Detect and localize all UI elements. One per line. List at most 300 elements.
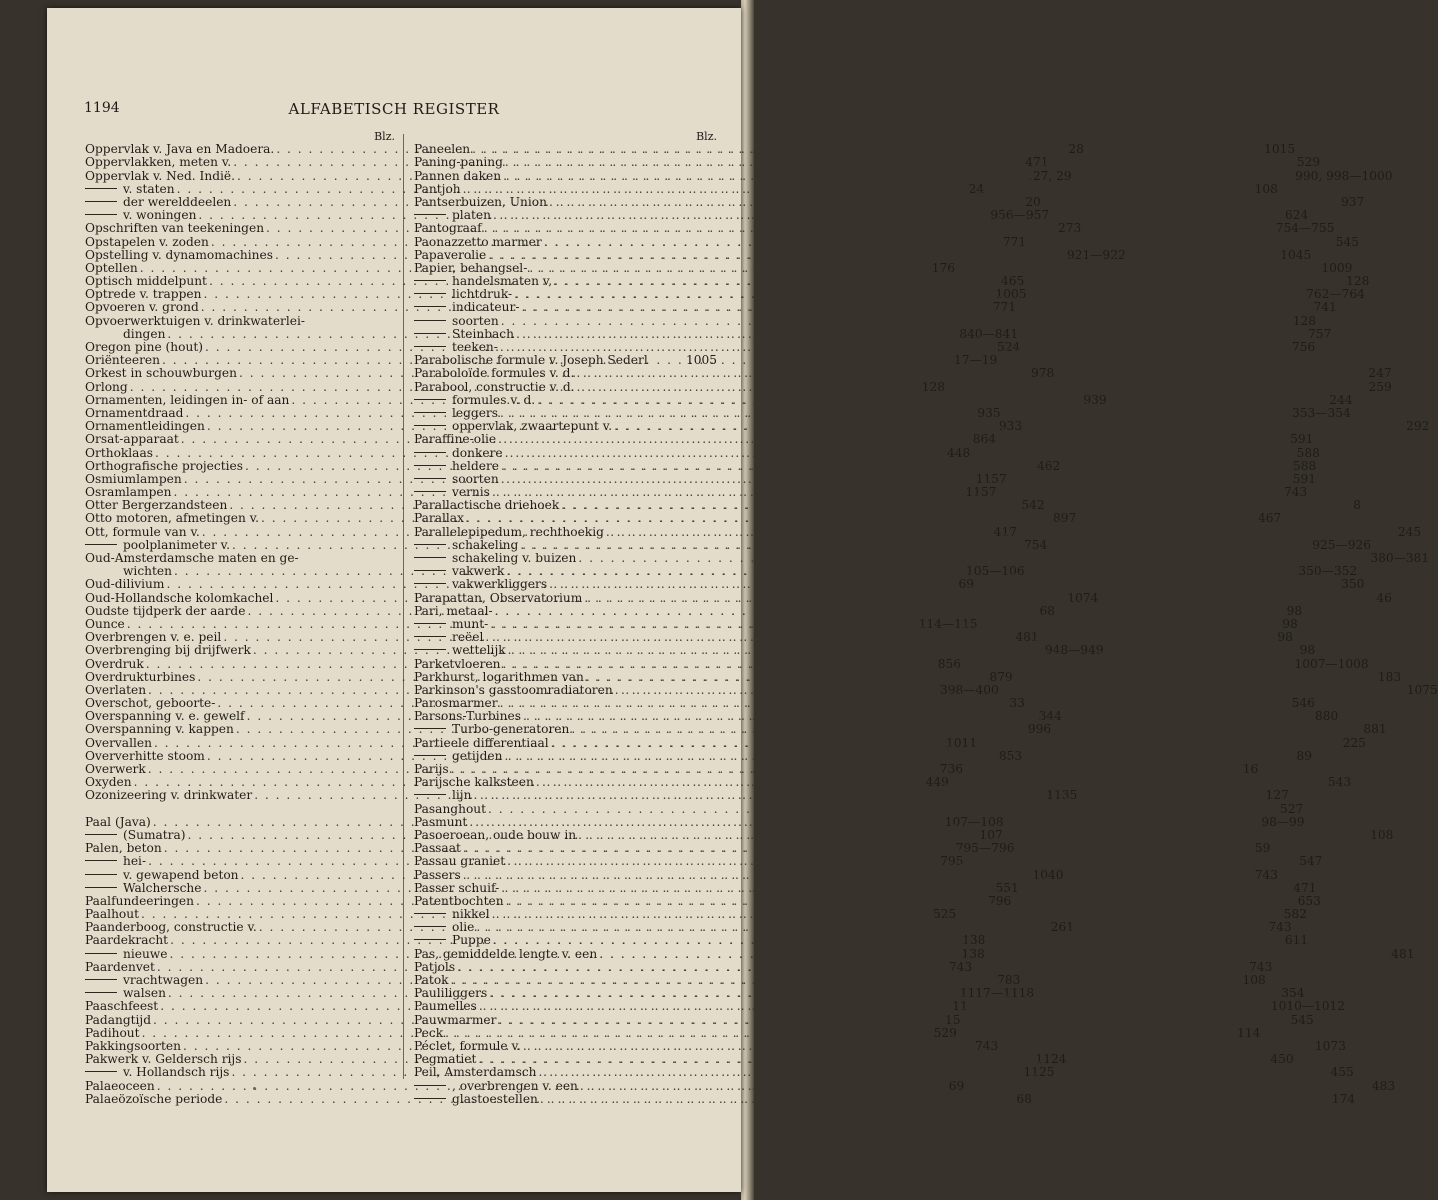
entry-page-ref: 990, 998—1000 [1295,168,1393,183]
entry-term: Pantograaf [414,221,482,236]
entry-term: Pantjoh [414,181,461,196]
entry-page-ref: 481 [1391,946,1415,961]
entry-term: soorten [452,471,499,486]
entry-term: v. gewapend beton [123,867,239,882]
entry-page-ref: 948—949 [1044,643,1104,658]
index-entry [414,313,1316,328]
entry-term: schakeling [452,537,519,552]
entry-term: Optellen [85,260,138,275]
entry-page-ref: 350 [1341,577,1365,592]
entry-page-ref: 481 [1015,630,1039,645]
entry-term: Orthoklaas [85,445,153,460]
entry-page-ref: 880 [1314,709,1339,724]
entry-term: (Sumatra) [123,827,186,842]
entry-page-ref: 754—755 [1275,221,1335,236]
entry-term: Passaat [414,841,461,856]
repeat-dash [85,544,117,545]
entry-page-ref: 244 [1329,392,1353,407]
dot-leader [537,394,1327,407]
entry-page-ref: 1125 [1023,1065,1055,1080]
repeat-dash [414,465,446,466]
entry-term: lijn [452,788,472,803]
entry-page-ref: 108 [1254,181,1278,196]
entry-page-ref: 247 [1368,366,1392,381]
entry-page-ref: 98 [1277,630,1293,645]
repeat-dash [414,583,446,584]
entry-term: poolplanimeter v. [123,537,230,552]
dot-leader [521,301,1311,314]
dot-leader [507,855,1297,868]
entry-page-ref: 1157 [975,471,1007,486]
entry-page-ref: 856 [937,656,962,671]
entry-page-ref: 448 [946,445,971,460]
entry-term: v. Hollandsch rijs [123,1065,230,1080]
entry-term: Parabool, constructie v. d. [414,379,575,394]
entry-page-ref: 20 [1025,194,1041,209]
entry-page-ref: 864 [972,432,997,447]
repeat-dash [414,1085,446,1086]
entry-page-ref: 483 [1371,1078,1396,1093]
repeat-dash [414,544,446,545]
entry-page-ref: 353—354 [1292,405,1351,420]
entry-term: Oxyden [85,775,132,790]
dot-leader [540,1093,1330,1106]
entry-page-ref: 1117—1118 [959,986,1035,1001]
dot-leader [502,658,1292,671]
entry-term: Opstelling v. dynamomachines [85,247,273,262]
repeat-dash [414,333,446,334]
entry-page-ref: 591 [1292,471,1316,486]
entry-term: handelsmaten v, [452,274,553,289]
entry-page-ref: 1157 [965,485,997,500]
entry-page-ref: 174 [1331,1091,1356,1106]
repeat-dash [414,649,446,650]
entry-term: getijden [452,748,503,763]
entry-page-ref: 1040 [1032,867,1064,882]
entry-term: Osramlampen [85,485,172,500]
dot-leader [505,447,1295,460]
dot-leader [484,222,1274,235]
entry-page-ref: 853 [998,748,1023,763]
entry-term: vernis [452,485,490,500]
entry-term: Oud-dilivium [85,577,165,592]
entry-term: Optisch middelpunt [85,274,207,289]
entry-page-ref: 743 [1283,485,1308,500]
entry-page-ref: 292 [1406,419,1430,434]
entry-page-ref: 245 [1397,524,1422,539]
repeat-dash [414,478,446,479]
entry-term: wichten [123,564,172,579]
entry-term: Peck [414,1025,444,1040]
entry-page-ref: 465 [1000,274,1025,289]
entry-term: Partieele differentiaal [414,735,549,750]
entry-page-ref: 138 [962,933,986,948]
entry-page-ref: 98 [1299,643,1316,658]
entry-term: Pauliliggers [414,986,488,1001]
entry-term: Padangtijd [85,1012,152,1027]
repeat-dash [414,412,446,413]
entry-page-ref: 582 [1283,907,1307,922]
page-title: ALFABETISCH REGISTER [288,100,500,118]
entry-term: Parallelepipedum, rechthoekig [414,524,604,539]
repeat-dash [85,214,117,215]
entry-page-ref: 881 [1363,722,1387,737]
repeat-dash [85,979,117,980]
entry-term: Pasoeroean, oude bouw in [414,827,577,842]
dot-leader [463,183,1253,196]
entry-page-ref: 17—19 [954,353,998,368]
repeat-dash [414,452,446,453]
entry-term: Palaeoceen [85,1078,155,1093]
entry-term: Ounce [85,616,125,631]
entry-term: Paardenvet [85,959,155,974]
entry-page-ref: 59 [1254,841,1271,856]
entry-term: Passers [414,867,461,882]
entry-term: Orsat-apparaat [85,432,179,447]
entry-page-ref: 114 [1237,1025,1261,1040]
entry-term: Oudste tijdperk der aarde [85,603,246,618]
repeat-dash [414,570,446,571]
entry-term: Paardekracht [85,933,169,948]
repeat-dash [414,306,446,307]
entry-page-ref: 925—926 [1312,537,1371,552]
entry-page-ref: 98 [1282,616,1298,631]
entry-page-ref: 380—381 [1370,551,1430,565]
entry-term: Overspanning v. e. gewelf [85,709,245,724]
entry-term: teeken- [452,340,498,354]
entry-page-ref: 529 [933,1025,957,1040]
entry-term: Pakwerk v. Geldersch rijs [85,1052,242,1067]
dot-leader [580,1080,1370,1093]
page-number: 1194 [84,100,120,116]
entry-page-ref: 1010—1012 [1270,999,1346,1014]
entry-page-ref: 743 [974,1038,999,1053]
repeat-dash [414,491,446,492]
dot-leader [493,934,1283,947]
dot-leader [479,1000,1269,1013]
repeat-dash [85,953,117,954]
entry-term: Pegmatiet [414,1052,477,1067]
entry-term: Pasmunt [414,814,468,829]
entry-term: Overwerk [85,762,146,776]
entry-page-ref: 771 [992,300,1017,315]
entry-page-ref: 525 [933,907,957,922]
entry-page-ref: .27, 29 [1029,168,1072,183]
entry-term: Optrede v. trappen [85,287,202,302]
entry-term: Oud-Hollandsche kolomkachel [85,590,274,605]
entry-page-ref: 105—106 [965,564,1025,579]
entry-term: indicateur- [452,300,520,315]
entry-term: donkere [452,445,503,460]
entry-page-ref: 956—957 [990,208,1050,223]
entry-term: olie [452,920,475,935]
entry-term: Passer schuif- [414,880,500,895]
entry-term: Oppervlak v. Ned. Indië. [85,168,236,183]
entry-term: walsen [123,986,166,1001]
entry-term: Pauwmarmer [414,1012,497,1027]
entry-page-ref: 450 [1270,1052,1294,1067]
entry-term: Overschot, geboorte- [85,696,216,711]
dot-leader [466,512,1256,525]
entry-page-ref: 937 [1340,194,1365,209]
entry-page-ref: 69 [948,1078,965,1093]
entry-term: Paal (Java) [85,814,151,829]
entry-term: Paraboloïde formules v. d. [414,366,575,381]
dot-leader [503,170,1293,183]
dot-leader [599,948,1389,961]
entry-term: Ornamenten, leidingen in- of aan [85,392,290,407]
entry-term: dingen [123,326,166,341]
repeat-dash [414,557,446,558]
entry-page-ref: 741 [1313,300,1337,315]
repeat-dash [414,926,446,927]
entry-page-ref: 107—108 [944,814,1004,829]
entry-term: Ozonizeering v. drinkwater [85,788,253,803]
repeat-dash [414,280,446,281]
entry-term: vrachtwagen [123,973,204,987]
dot-leader [584,592,1374,605]
entry-term: Steinbach [452,326,514,341]
entry-page-ref: 128 [1292,313,1316,328]
entry-page-ref: 840—841 [959,326,1019,341]
entry-page-ref: 611 [1284,933,1309,948]
entry-term: Oud-Amsterdamsche maten en ge- [85,551,299,565]
page-header [47,100,741,118]
entry-page-ref: 933 [998,419,1023,434]
entry-term: Parkinson's gasstoomradiatoren [414,682,613,697]
entry-page-ref: 588 [1296,445,1320,460]
entry-term: Pas, gemiddelde lengte v. een [414,946,598,961]
entry-page-ref: 259 [1368,379,1392,394]
entry-term: Otter Bergerzandsteen [85,498,228,513]
entry-term: Parijsche kalksteen [414,775,534,790]
entry-page-ref: 754 [1023,537,1048,552]
entry-page-ref: 183 [1377,669,1402,684]
entry-page-ref: 757 [1307,326,1332,341]
dot-leader [501,460,1291,473]
dot-leader [571,723,1361,736]
entry-term: platen [452,208,491,223]
entry-page-ref: 879 [989,669,1013,684]
entry-page-ref: 128 [1346,274,1370,289]
entry-term: Overvallen [85,735,152,750]
entry-term: Oververhitte stoom [85,748,205,763]
entry-term: Pannen daken [414,168,502,183]
dot-leader [473,789,1263,802]
repeat-dash [414,293,446,294]
entry-term: Overbrengen v. e. peil [85,630,222,645]
entry-term: v. staten [123,181,175,196]
entry-term: Overdruk [85,656,144,671]
entry-page-ref: 344 [1038,709,1062,724]
repeat-dash [414,320,446,321]
index-entry [414,801,1304,816]
repeat-dash [85,834,117,835]
entry-page-ref: 796 [987,893,1012,908]
entry-page-ref: 107 [979,827,1003,842]
entry-page-ref: 398—400 [940,682,999,697]
entry-page-ref: 771 [1002,234,1027,249]
entry-page-ref: 108 [1242,973,1266,987]
entry-term: Ornamentdraad [85,405,184,420]
entry-term: leggers [452,405,499,420]
entry-term: Palen, beton [85,841,162,856]
repeat-dash [414,939,446,940]
entry-term: heldere [452,458,500,473]
entry-term: Padihout [85,1025,140,1040]
entry-term: Patok [414,973,449,987]
entry-page-ref: 1005 [995,287,1027,302]
entry-page-ref: 24 [968,181,985,196]
entry-term: Otto motoren, afmetingen v. [85,511,260,526]
entry-term: Parsons-Turbines [414,709,521,724]
entry-page-ref: 897 [1053,511,1077,526]
entry-page-ref: 743 [948,959,973,974]
entry-term: Patentbochten [414,893,504,908]
entry-term: Overspanning v. kappen [85,722,234,737]
repeat-dash [414,425,446,426]
entry-page-ref: 736 [939,762,964,776]
entry-term: Pari, metaal- [414,603,493,618]
entry-page-ref: 354 [1281,986,1305,1001]
dot-leader [508,644,1298,657]
entry-term: Oregon pine (hout) [85,340,203,354]
entry-page-ref: 33 [1009,696,1025,711]
dot-leader [551,737,1341,750]
entry-term: vakwerkliggers [452,577,548,592]
entry-page-ref: 1009 [1321,260,1353,275]
section-gap [85,803,395,816]
entry-term: Parijs [414,762,449,776]
entry-page-ref: 1045 [1280,247,1312,262]
entry-page-ref: 46 [1376,590,1392,605]
entry-page-ref: 921—922 [1066,247,1126,262]
entry-page-ref: 783 [997,973,1021,987]
entry-term: Paonazzetto marmer [414,234,542,249]
entry-term: Paanderboog, constructie v. [85,920,257,935]
entry-page-ref: 542 [1021,498,1045,513]
entry-page-ref: 795 [940,854,964,869]
entry-page-ref: 1073 [1314,1038,1346,1053]
entry-page-ref: 449 [925,775,949,790]
dot-leader [495,605,1285,618]
entry-term: Parabolische formule v. Joseph Sederl [414,353,648,368]
dot-leader [606,526,1396,539]
entry-term: Patjols [414,959,456,974]
entry-page-ref: 529 [1296,155,1321,170]
dot-leader [501,315,1291,328]
entry-term: Parketvloeren [414,656,501,671]
entry-term: Palaeözoïsche periode [85,1091,223,1106]
entry-term: Opschriften van teekeningen [85,221,265,236]
entry-page-ref: 996 [1027,722,1052,737]
entry-page-ref: 28 [1068,142,1084,157]
repeat-dash [414,399,446,400]
entry-term: glastoestellen [452,1091,538,1106]
entry-page-ref: 1007—1008 [1294,656,1369,671]
entry-term: Papier, behangsel- [414,260,528,275]
dot-leader [577,381,1367,394]
entry-page-ref: 743 [1268,920,1292,935]
entry-term: hei- [123,854,147,869]
entry-term: Pantserbuizen, Union [414,194,547,209]
entry-term: Paumelles [414,999,477,1014]
entry-page-ref: 547 [1299,854,1323,869]
entry-page-ref: 471 [1025,155,1049,170]
repeat-dash [85,874,117,875]
entry-page-ref: 1135 [1046,788,1078,803]
entry-page-ref: 545 [1335,234,1359,249]
entry-page-ref: 98—99 [1261,814,1305,829]
repeat-dash [85,201,117,202]
entry-page-ref: 108 [1370,827,1394,842]
entry-term: Overbrenging bij drijfwerk [85,643,251,658]
repeat-dash [414,1098,446,1099]
repeat-dash [414,636,446,637]
entry-page-ref: 471 [1293,880,1317,895]
entry-term: Ott, formule van v. [85,524,200,539]
entry-term: Orlong [85,379,128,394]
page-column-label: Blz. [374,130,395,143]
entry-page-ref: 417 [993,524,1018,539]
entry-page-ref: 68 [1039,603,1055,618]
entry-page-ref: 138 [961,946,985,961]
entry-term: Parallax [414,511,464,526]
entry-term: munt- [452,616,489,631]
entry-term: Orthografische projecties [85,458,243,473]
entry-page-ref: 939 [1083,392,1107,407]
repeat-dash [85,992,117,993]
entry-page-ref: 978 [1030,366,1055,381]
repeat-dash [414,728,446,729]
entry-term: Paraffine-olie [414,432,497,447]
entry-term: Passau graniet [414,854,506,869]
entry-term: Paneelen [414,142,471,157]
dot-leader [498,433,1288,446]
entry-page-ref: 114—115 [918,616,978,631]
entry-page-ref: 462 [1037,458,1061,473]
entry-term: nikkel [452,907,490,922]
repeat-dash [414,346,446,347]
dot-leader [463,869,1253,882]
entry-page-ref: 762—764 [1306,287,1365,302]
entry-term: nieuwe [123,946,168,961]
entry-term: der werelddeelen [123,194,232,209]
repeat-dash [85,887,117,888]
entry-term: soorten [452,313,499,328]
entry-term: Paalfundeeringen [85,893,194,908]
entry-term: Overlaten [85,682,147,697]
entry-term: wettelijk [452,643,506,658]
entry-term: Ornamentleidingen [85,419,205,434]
entry-page-ref: 128 [921,379,945,394]
entry-page-ref: 225 [1342,735,1366,750]
entry-page-ref: 350—352 [1298,564,1358,579]
entry-page-ref: 68 [1016,1091,1032,1106]
entry-term: Pasanghout [414,801,487,816]
dot-leader [445,1027,1235,1040]
entry-page-ref: 16 [1242,762,1259,776]
entry-term: Turbo-generatoren [452,722,570,737]
book-page [47,8,1438,1192]
entry-page-ref: 89 [1296,748,1312,763]
entry-term: formules v. d. [452,392,536,407]
dot-leader [501,882,1291,895]
repeat-dash [414,214,446,215]
entry-page-ref: 1075 [1406,682,1438,697]
entry-page-ref: 467 [1257,511,1282,526]
entry-term: Parallactische driehoek [414,498,560,513]
